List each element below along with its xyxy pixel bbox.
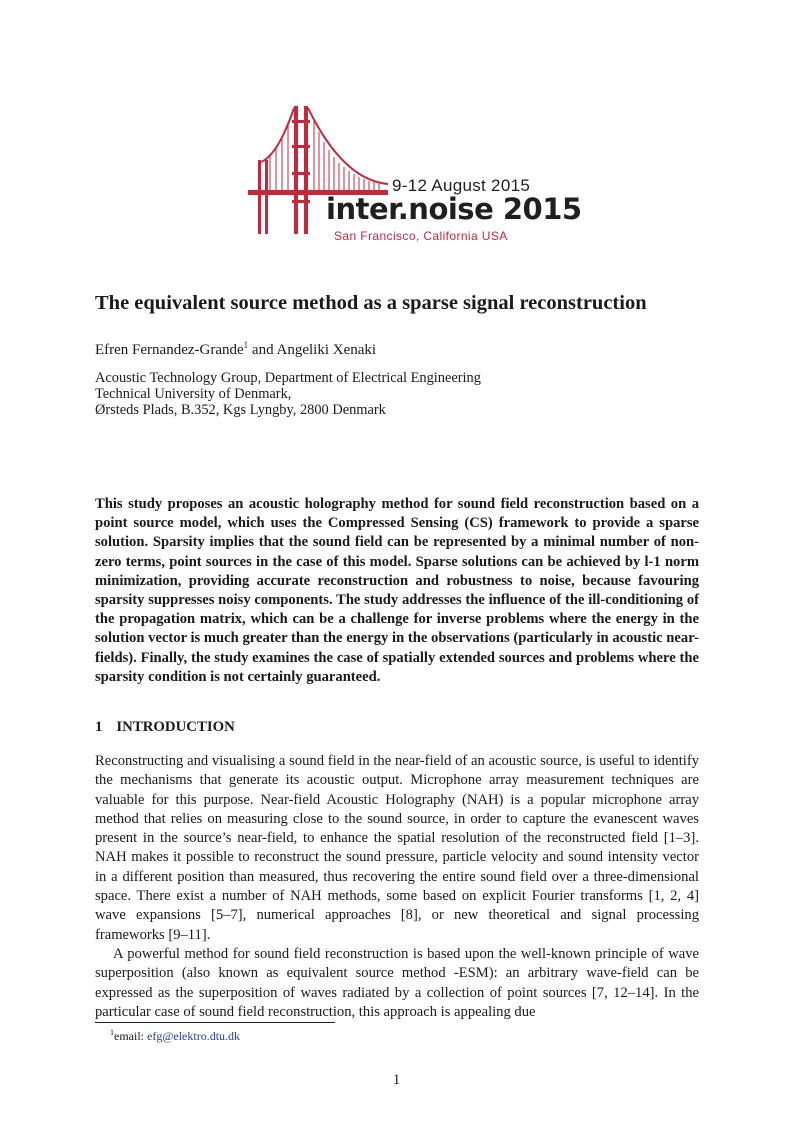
affiliation-line: Acoustic Technology Group, Department of Electrical Engineering xyxy=(95,370,481,386)
author-footnote-mark: 1 xyxy=(243,340,249,350)
conference-logo-bridge xyxy=(248,100,548,250)
affiliation-line: Ørsteds Plads, B.352, Kgs Lyngby, 2800 Denmark xyxy=(95,402,386,418)
footnote xyxy=(110,1028,240,1044)
logo-conference-name: inter.noise 2015 xyxy=(326,192,582,226)
page-number: 1 xyxy=(392,1072,401,1088)
author-rest: and Angeliki Xenaki xyxy=(248,342,377,358)
paragraph: Reconstructing and visualising a sound field in the near-field of an acoustic source, is useful to identify the mechanisms that generate its acoustic output. Microphone array measurement techniques are valuable for this purpose. Near-field Acoustic Holography (NAH) is a popular microphone array method that relies on measuring close to the sound source, in order to capture the evanescent waves present in the source’s near-field, to enhance the spatial resolution of the reconstructed field [1–3]. NAH makes it possible to reconstruct the sound pressure, particle velocity and sound intensity vector in a different position than measured, thus recovering the entire sound field over a three-dimensional space. There exist a number of NAH methods, some based on explicit Fourier transforms [1, 2, 4] wave expansions [5–7], numerical approaches [8], or new theoretical and signal processing frameworks [9–11]. xyxy=(95,753,699,943)
paper-title: The equivalent source method as a sparse signal reconstruction xyxy=(95,292,647,314)
logo-location: San Francisco, California USA xyxy=(334,229,508,243)
footnote-rule xyxy=(95,1022,335,1023)
logo-date: 9-12 August 2015 xyxy=(392,176,531,195)
body-text xyxy=(95,752,699,1022)
paragraph: A powerful method for sound field reconstruction is based upon the well-known principle of wave superposition (also known as equivalent source method -ESM): an arbitrary wave-field can be expressed as the superposition of waves radiated by a collection of point sources [7, 12–14]. In the particular case of sound field reconstruction, this approach is appealing due xyxy=(95,945,699,1020)
footnote-label: email: xyxy=(114,1029,147,1043)
affiliation xyxy=(95,370,481,418)
author-first: Efren Fernandez-Grande xyxy=(95,342,244,358)
paper-authors xyxy=(95,340,376,359)
abstract: This study proposes an acoustic holography method for sound field reconstruction based on a point source model, which uses the Compressed Sensing (CS) framework to provide a sparse solution. Sparsity implies that the sound field can be represented by a minimal number of non-zero terms, point sources in the case of this model. Sparse solutions can be achieved by l-1 norm minimization, providing accurate reconstruction and robustness to noise, because favouring sparsity suppresses noisy components. The study addresses the influence of the ill-conditioning of the propagation matrix, which can be a challenge for inverse problems where the energy in the solution vector is much greater than the energy in the observations (particularly in acoustic near-fields). Finally, the study examines the case of spatially extended sources and problems where the sparsity condition is not certainly guaranteed. xyxy=(95,496,699,685)
affiliation-line: Technical University of Denmark, xyxy=(95,386,292,402)
email-link[interactable]: efg@elektro.dtu.dk xyxy=(147,1029,241,1043)
section-title: INTRODUCTION xyxy=(116,719,235,735)
section-number: 1 xyxy=(95,719,103,735)
footnote-mark: 1 xyxy=(110,1028,114,1037)
section-heading xyxy=(95,719,235,736)
